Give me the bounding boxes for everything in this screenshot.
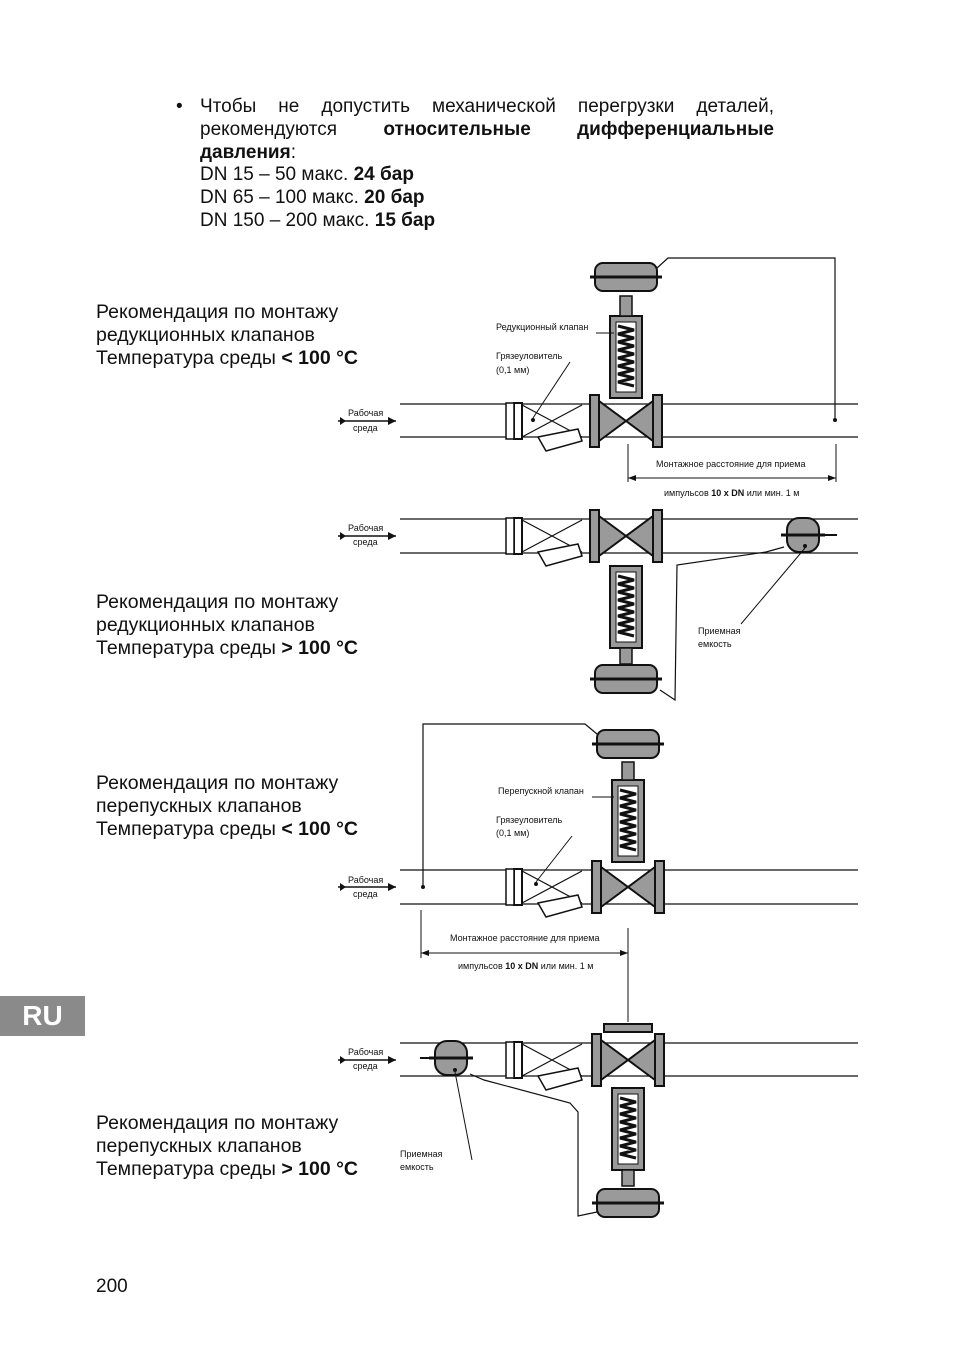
intro-text-regular: Чтобы не допустить механической перегрузки деталей, рекомендуются (200, 96, 774, 140)
label-install-distance-value (458, 961, 593, 971)
heading-line: Рекомендация по монтажу (96, 1112, 339, 1134)
heading-line: Рекомендация по монтажу (96, 301, 339, 323)
distance-bold: 10 x DN (711, 488, 745, 498)
heading-temperature-label: Температура среды (96, 818, 282, 840)
label-receiving-tank: емкость (698, 639, 732, 649)
diagram-reducing-below-100 (338, 258, 858, 482)
heading-temperature-label: Температура среды (96, 1158, 282, 1180)
pressure-limit-value: 20 бар (364, 187, 425, 208)
label-medium: среда (353, 889, 378, 899)
label-receiving-tank: Приемная (698, 626, 741, 636)
pressure-limit-range: DN 65 – 100 макс. (200, 187, 365, 208)
label-medium: среда (353, 423, 378, 433)
heading-line: Рекомендация по монтажу (96, 772, 339, 794)
heading-temperature-label: Температура среды (96, 637, 282, 659)
pressure-limit-range: DN 15 – 50 макс. (200, 164, 354, 185)
distance-suffix: или мин. 1 м (538, 961, 594, 971)
heading-line: перепускных клапанов (96, 795, 302, 817)
page-number: 200 (96, 1276, 128, 1297)
label-medium: среда (353, 537, 378, 547)
pressure-limit-value: 24 бар (353, 164, 414, 185)
distance-suffix: или мин. 1 м (744, 488, 800, 498)
label-strainer-mesh: (0,1 мм) (496, 828, 530, 838)
intro-text-bold: относительные дифференциальные давления (200, 119, 775, 163)
intro-text-colon: : (290, 142, 296, 163)
label-install-distance: Монтажное расстояние для приема (656, 459, 806, 469)
bullet-point: • (176, 96, 183, 117)
distance-prefix: импульсов (458, 961, 506, 971)
heading-line: редукционных клапанов (96, 614, 315, 636)
heading-temperature-value: > 100 °C (281, 637, 358, 659)
heading-line: перепускных клапанов (96, 1135, 302, 1157)
label-strainer: Грязеуловитель (496, 351, 563, 361)
label-strainer-mesh: (0,1 мм) (496, 365, 530, 375)
heading-temperature-label: Температура среды (96, 347, 282, 369)
label-medium: Рабочая (348, 408, 384, 418)
label-medium: Рабочая (348, 875, 384, 885)
label-install-distance: Монтажное расстояние для приема (450, 933, 600, 943)
heading-line: Рекомендация по монтажу (96, 591, 339, 613)
pressure-limit-range: DN 150 – 200 макс. (200, 210, 375, 231)
distance-prefix: импульсов (664, 488, 712, 498)
label-strainer: Грязеуловитель (496, 815, 563, 825)
heading-temperature-value: < 100 °C (281, 818, 358, 840)
diagram-overflow-above-100 (338, 1024, 858, 1217)
pressure-limit-value: 15 бар (374, 210, 436, 231)
label-medium: среда (353, 1061, 378, 1071)
label-medium: Рабочая (348, 1047, 384, 1057)
language-tab: RU (0, 996, 85, 1036)
label-receiving-tank: Приемная (400, 1149, 443, 1159)
label-receiving-tank: емкость (400, 1162, 434, 1172)
diagram-reducing-above-100 (338, 510, 858, 700)
label-overflow-valve: Перепускной клапан (498, 786, 584, 796)
heading-temperature-value: < 100 °C (281, 347, 358, 369)
heading-line: редукционных клапанов (96, 324, 315, 346)
label-pressure-reducing-valve: Редукционный клапан (496, 322, 589, 332)
diagram-overflow-below-100 (338, 724, 858, 1022)
label-medium: Рабочая (348, 523, 384, 533)
distance-bold: 10 x DN (505, 961, 539, 971)
label-install-distance-value (664, 488, 799, 498)
heading-temperature-value: > 100 °C (281, 1158, 358, 1180)
